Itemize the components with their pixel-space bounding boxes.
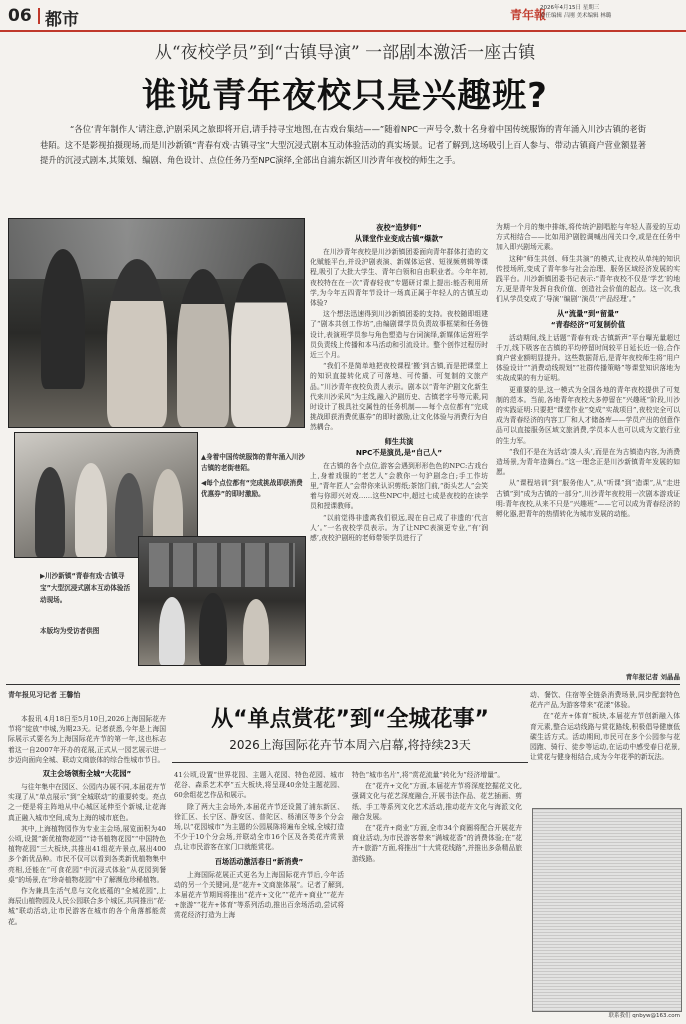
figure-actor-2 (199, 593, 227, 665)
figure-woman-3 (231, 263, 291, 427)
caption-2: ◀每个点位都有“完成挑战即获消费优惠券”的即时激励。 (201, 479, 303, 498)
paragraph: 作为兼具生活气息与文化底蕴的“全城花园”,上海辰山植物园及人民公园联合多个城区,共同推出“花·城”联动活动,让市民游客在城市的各个角落都能赏花。 (8, 887, 166, 926)
figure-visitor-1 (35, 467, 65, 557)
story2-subhead-2: 百场活动激活春日“新消费” (214, 856, 304, 866)
paragraph: “我们不是简单地把夜校课程‘搬’到古镇,而是把课堂上的知识直接转化成了可落地、可传播、可复制的文旅产品。”川沙青年夜校负责人表示。剧本以“青年沪剧文化新生代来川沙采风”为主线,融入沪剧历史、古镇老字号等元素,同时设计了极具社交属性的任务机制——每个点位都有“完成挑战即获消费优惠券”的即时激励,让文化体验与消费行为自然耦合。 (310, 362, 488, 432)
paragraph: 41公顷,设置“世界花园、主题入花园、特色花园、城市花谷、森系艺术亭”五大板块,将呈现40余处主题花园、60余组花艺作品和展示。 (174, 771, 344, 800)
paragraph: 在川沙青年夜校是川沙新镇团委面向青年群体打造的文化赋能平台,并设沪剧表演、新媒体运营、短视频剪辑等课程,吸引了大批大学生、青年白领和自由职业者。今年年初,夜校特在在一次“青春轻夜”专题研讨课上提出:能否利用所学,为今年五四青年节设计一场真正属于年轻人的古镇互动体验? (310, 248, 488, 308)
story1-kicker: 从“夜校学员”到“古镇导演” 一部剧本激活一座古镇 (154, 43, 536, 63)
paragraph: “以前觉得非遗离我们很远,现在自己成了非遗的‘代言人’。”一名夜校学员表示。为了让NPC表演更专业,“有‘润感’,夜校沪剧班的老师带领学员进行了 (310, 513, 488, 543)
headline-box-rule (172, 762, 528, 763)
story1-column-3 (496, 222, 680, 678)
paragraph: 这种“师生共创、师生共演”的模式,让夜校从单纯的知识传授场所,变成了青年参与社会治理、服务区域经济发展的实践平台。川沙新镇团委书记表示:“青年夜校不仅是‘学艺’的地方,更是青年发挥自我价值、创造社会价值的起点。这一次,我们从学员变成了‘导演’‘编剧’‘演员’‘产品经理’。” (496, 254, 680, 304)
paragraph: 为期一个月的集中排练,将传统沪剧唱腔与年轻人喜爱的互动方式相结合——比如用沪剧腔调喊出闯关口令,或是在任务中加入即兴剧场元素。 (496, 223, 680, 252)
caption-1: ▲身着中国传统服饰的青年涌入川沙古镇的老街巷陌。 (201, 453, 305, 472)
figure-woman-1 (107, 259, 167, 427)
page-header (0, 0, 686, 28)
paragraph: “我们不是在为活动‘凑人头’,而是在为古镇造内容,为消费造场景,为青年造舞台。”这一理念正是川沙新镇青年发展的如愿。 (496, 447, 680, 477)
paragraph: 与往年集中在园区、公园内办展不同,本届花卉节实现了从“单点展示”到“全城联动”的重要转变。亮点之一便是将主阵地从中心城区延伸至个新城,让花海真正融入城市空间,成为上海的城市底色。 (8, 783, 166, 822)
paragraph: 在古镇的各个点位,游客会遇到形形色色的NPC:古戏台上,身着戏服的“老艺人”会教你一句沪剧念白;手工作坊里,“青年匠人”会带你来认识剪纸;茶馆门前,“街头艺人”会笑着与你即兴对戏……这些NPC中,超过七成是夜校的在读学员和授课教师。 (310, 461, 488, 511)
figure-man (41, 249, 85, 389)
figure-visitor-2 (75, 463, 107, 557)
story1-subhead-2: 师生共演 NPC不是演员,是“自己人” (355, 436, 443, 457)
story2-column-2 (174, 770, 344, 1020)
paragraph: 从“课程培训”到“服务他人”,从“听课”到“造课”,从“走进古镇”到“成为古镇的一部分”,川沙青年夜校用一次剧本游戏证明:青年夜校,从来不只是“兴趣班”——它可以成为青春经济的孵化器,把青年的热情转化为城市发展的动能。 (496, 479, 680, 519)
story1-byline: 青年报记者 刘晶晶 (625, 673, 680, 681)
editors-line: 责任编辑 吕刚 美术编辑 林璐 (540, 13, 612, 19)
masthead-logo: 青年報 (510, 8, 547, 22)
story2-column-3 (352, 770, 522, 1020)
figure-woman-2 (177, 269, 229, 427)
paragraph: 其中,上海植物园作为专业主会场,展览面积为40公顷,设置“新优植物花园”“诗书植物花园”“中国特色植物花园”三大板块,共推出41组花卉景点,展出400多个新优品种。市民不仅可以看到各类新优植物集中亮相,还能在“可食花园”中沉浸式体验“从花园到餐桌”的场景,在“珍奇植物花园”中了解濒危珍稀植物。 (8, 824, 166, 884)
story1-subhead-3: 从“流量”到“留量” “青春经济”可复制价值 (550, 308, 626, 329)
photo-costumed-youth (8, 218, 305, 428)
paragraph: 特色“城市名片”,将“赏花流量”转化为“经济增量”。 (352, 771, 505, 779)
paragraph: 动、餐饮、住宿等全链条消费场景,同步配套特色花卉产品,为游客带来“花漾”体验。 (530, 691, 680, 710)
story2-subheadline: 2026上海国际花卉节本周六启幕,将持续23天 (229, 738, 471, 752)
story2-subhead-1: 双主会场领衔全城“大花园” (42, 769, 132, 779)
classified-ads-block (532, 808, 682, 1012)
section-title: 都市 (45, 10, 79, 30)
story1-headline: 谁说青年夜校只是兴趣班? (142, 76, 548, 116)
story2-column-1 (8, 714, 166, 1018)
story-divider (6, 684, 680, 685)
issue-date: 2026年4月15日 星期三 (540, 5, 600, 11)
paragraph: 本报讯 4月18日至5月10日,2026上海国际花卉节将“绽放”申城,为期23天。记者获悉,今年是上海国际展示式要名为上海国际花卉节的第一年,这也标志着这一自2007年开办的花展,正式从一园艺展示进一步迈向面向全城、联动文商旅体的综合性城市节日。 (8, 715, 166, 764)
paragraph: 更重要的是,这一模式为全国各地的青年夜校提供了可复制的范本。当前,各地青年夜校大多停留在“兴趣班”阶段,川沙的实践证明:只要把“课堂作业”变成“实战项目”,夜校完全可以成为青春经济的内容工厂和人才储备库——学员产出的创意作品可以直接服务区域文旅消费,学员本人也可以成为文旅行业的生力军。 (496, 385, 680, 445)
paragraph: 在“花卉+商业”方面,全市34个商圈将配合开展花卉商业活动,为市民游客带来“满城花香”的消费体验;在“花卉+旅游”方面,将推出“十大赏花线路”,并推出多条精品旅游线路。 (352, 824, 522, 863)
caption-3: ▶川沙新镇“青春有戏·古镇寻宝”大型沉浸式剧本互动体验活动现场。 (40, 572, 131, 604)
story1-lead: “各位‘青年制作人’请注意,沪剧采风之旅即将开启,请手持寻宝地图,在古戏台集结——”随着NPC一声号令,数十名身着中国传统服饰的青年涌入川沙古镇的老街巷陌。这不是影视拍摄现场,而是川沙新镇“青春有戏·古镇寻宝”大型沉浸式剧本互动体验活动的真实场景。记者了解到,这场吸引上百人参与、带动古镇商户营业额显著提升的沉浸式剧本,其策划、编剧、角色设计、点位任务乃至NPC演绎,全部出自浦东新区川沙青年夜校的师生之手。 (40, 124, 646, 165)
header-rule (0, 30, 686, 32)
story2-column-4 (530, 690, 680, 802)
figure-actor-3 (243, 599, 269, 665)
photo-credit: 本版均为受访者供图 (40, 627, 100, 635)
paragraph: 这个想法迅速得到川沙新镇团委的支持。夜校随即组建了“剧本共创工作坊”,由编剧课学员负责故事框架和任务链设计,表演班学员参与角色塑造与台词演绎,新媒体运营班学员负责线上传播和本马活动和引流设计。整个创作过程历时近三个月。 (310, 310, 488, 360)
story1-subhead-1: 夜校“造梦师” 从课堂作业变成古镇“爆款” (354, 223, 444, 243)
paragraph: 在“花卉+文化”方面,本届花卉节将深度挖掘花文化,强调文化与花艺深度融合,开展书法作品、花艺插画、剪纸、手工等系列文化艺术活动,推动花卉文化与海派文化融合发展。 (352, 782, 522, 821)
paragraph: 除了两大主会场外,本届花卉节还设置了浦东新区、徐汇区、长宁区、静安区、普陀区、杨浦区等多个分会场,以“花园城市”为主题的公园展陈将遍布全城,全城打造不少于10个分会场,并联动全市16个区及各类花卉赏景点,让市民游客在家门口就能赏花。 (174, 802, 344, 852)
story2-headline: 从“单点赏花”到“全城花事” (211, 707, 489, 732)
paragraph: 在“花卉+体育”板块,本届花卉节创新融入体育元素,整合运动线路与赏花路线,积极倡导健康低碳生活方式。活动期间,市民可在多个公园参与花园跑、骑行、徒步等运动,在运动中感受春日花景,让赏花与健身相结合,成为今年花季的新玩法。 (530, 712, 680, 762)
paragraph: 上海国际花展正式更名为上海国际花卉节后,今年活动的另一个关键词,是“花卉+文商旅体展”。记者了解到,本届花卉节期间将推出“花卉+文化”“花卉+商业”“花卉+旅游”“花卉+体育”等系列活动,推出百余场活动,尝试将赏花经济打造为上海 (174, 870, 344, 920)
section-divider (38, 8, 40, 24)
paragraph: 活动期间,线上话题“青春有戏·古镇新声”平台曝光量超过千万,线下吸客在古镇的平均停留时间较平日延长近一倍,合作商户营业额明显提升。这些数据背后,是青年夜校师生将“用户体验设计”“消费动线规划”“社群传播策略”等课堂知识落地为实战成果的有力证明。 (496, 333, 680, 383)
story1-column-2 (310, 222, 488, 678)
footer-contact: 联系我们 qnbyw@163.com (608, 1013, 680, 1019)
figure-actor-1 (159, 597, 185, 665)
page-number: 06 (8, 6, 32, 26)
story2-author: 青年报见习记者 王馨怡 (8, 691, 81, 699)
stage-backdrop (149, 543, 295, 587)
photo-drama-stage (138, 536, 306, 666)
